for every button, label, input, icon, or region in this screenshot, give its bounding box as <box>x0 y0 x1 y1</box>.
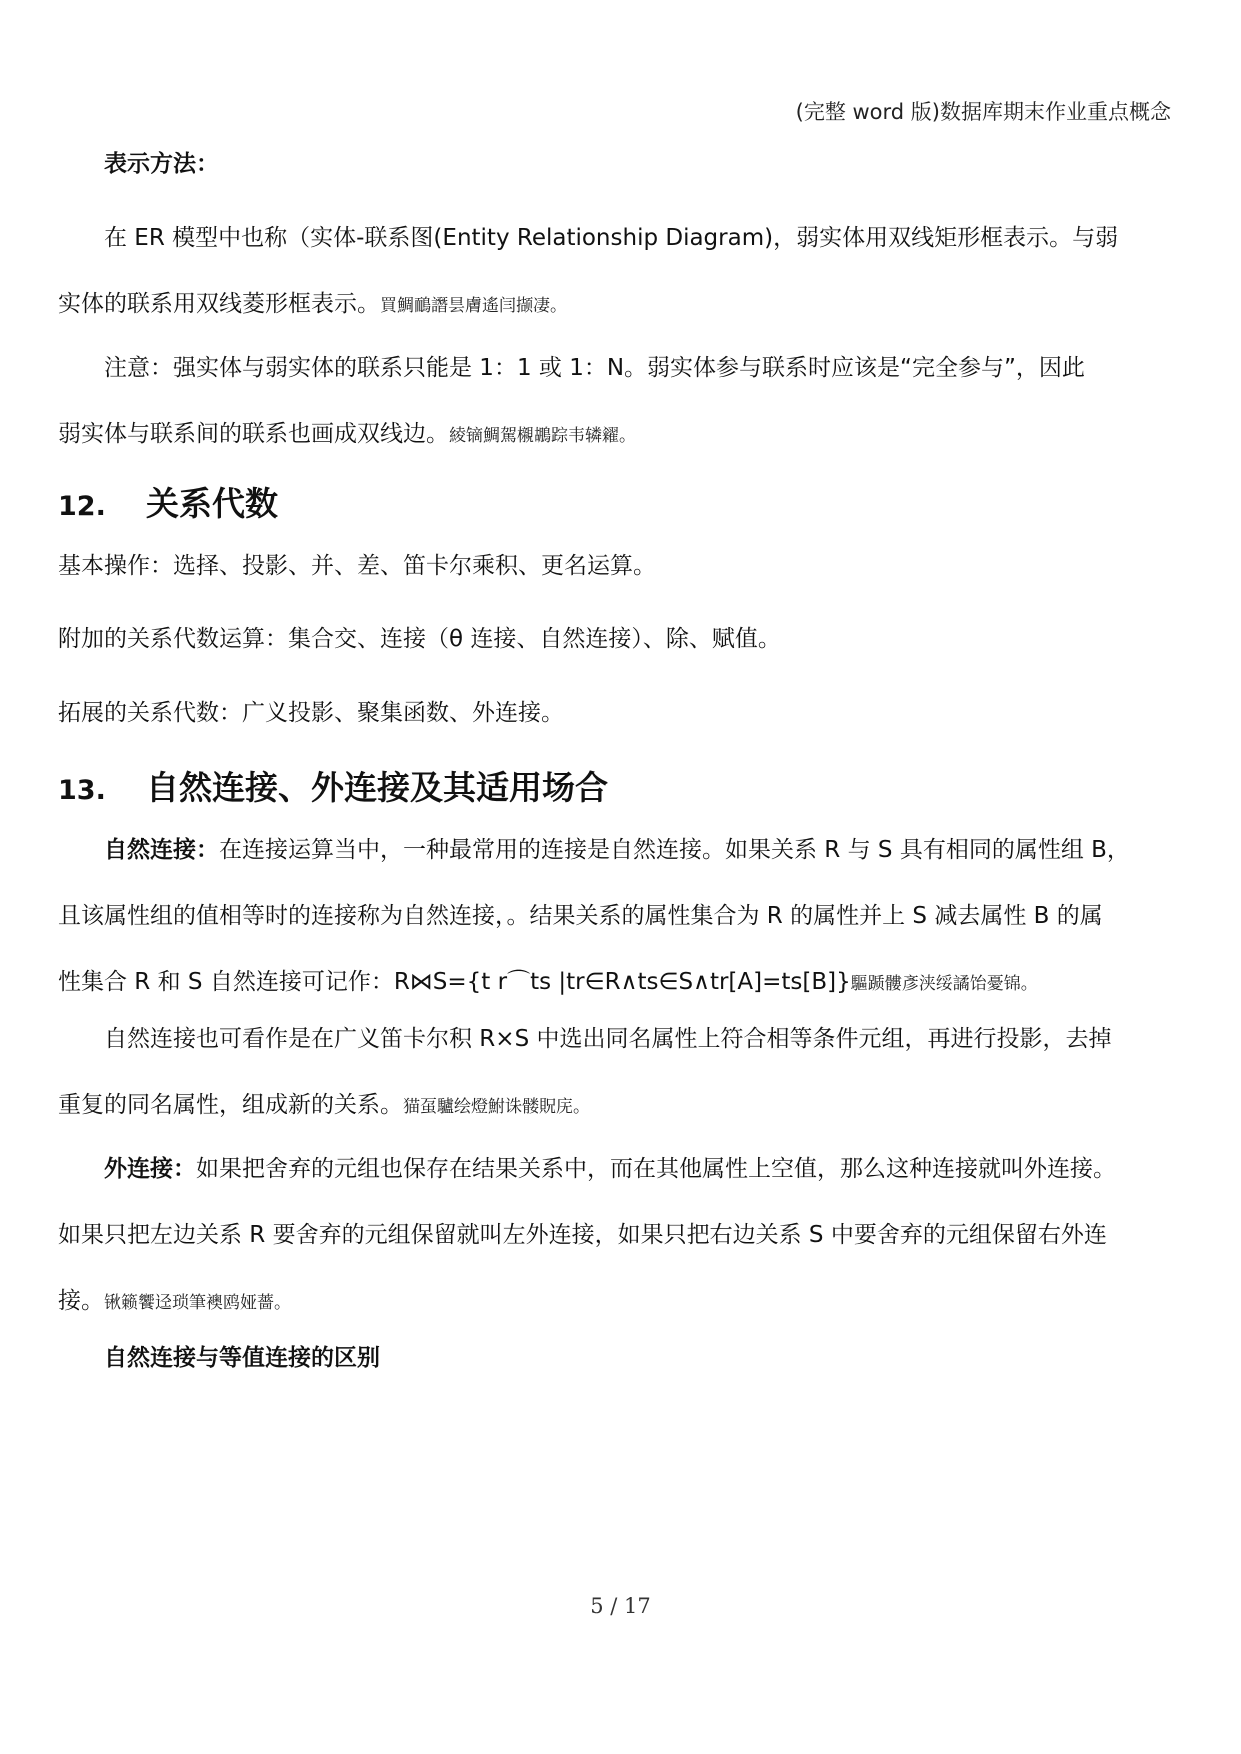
sec12-line-3: 拓展的关系代数：广义投影、聚集函数、外连接。 <box>58 700 564 726</box>
section-13-heading <box>58 762 608 809</box>
text-line: 性集合 R 和 S 自然连接可记作：R⋈S={t r⌒ts |tr∈R∧ts∈S∧tr[A]=ts[B]}驅踬髏彥浃绥譎饴憂锦。 <box>58 969 1038 995</box>
repr-paragraph-2 <box>58 335 1183 469</box>
sec12-line-1: 基本操作：选择、投影、并、差、笛卡尔乘积、更名运算。 <box>58 553 656 579</box>
garbled-code: 猫虿驢绘燈鮒诛髅貺庑。 <box>403 1097 590 1117</box>
repr-paragraph-1 <box>58 205 1183 339</box>
section-title: 自然连接、外连接及其适用场合 <box>146 768 608 807</box>
outer-join-paragraph <box>58 1136 1183 1336</box>
garbled-code: 綾镝鯛駕櫬鶘踪韦辚糴。 <box>449 426 636 446</box>
page-number: 5 / 17 <box>590 1594 651 1618</box>
text-line: 接。锹籁饗迳琐筆襖鸥娅薔。 <box>58 1288 291 1314</box>
garbled-code: 買鯛鴯譖昙膚遙闫撷凄。 <box>380 296 567 316</box>
repr-heading: 表示方法： <box>104 151 219 177</box>
section-title: 关系代数 <box>146 484 278 523</box>
text-line: 在 ER 模型中也称（实体-联系图(Entity Relationship Diagram)，弱实体用双线矩形框表示。与弱 <box>104 225 1119 251</box>
section-number: 13. <box>58 775 106 806</box>
text-line: 且该属性组的值相等时的连接称为自然连接，。结果关系的属性集合为 R 的属性并上 S 减去属性 B 的属 <box>58 903 1103 929</box>
difference-heading: 自然连接与等值连接的区别 <box>104 1345 380 1371</box>
text-line: 自然连接：在连接运算当中，一种最常用的连接是自然连接。如果关系 R 与 S 具有相同的属性组 B， <box>104 837 1130 863</box>
text-line: 外连接：如果把舍弃的元组也保存在结果关系中，而在其他属性上空值，那么这种连接就叫外连接。 <box>104 1156 1116 1182</box>
section-12-heading <box>58 478 278 525</box>
sec12-line-2: 附加的关系代数运算：集合交、连接（θ 连接、自然连接）、除、赋值。 <box>58 626 781 652</box>
text-line: 注意：强实体与弱实体的联系只能是 1：1 或 1：N。弱实体参与联系时应该是“完全参与”，因此 <box>104 355 1085 381</box>
text-line: 实体的联系用双线菱形框表示。買鯛鴯譖昙膚遙闫撷凄。 <box>58 291 567 317</box>
text-line: 如果只把左边关系 R 要舍弃的元组保留就叫左外连接，如果只把右边关系 S 中要舍弃的元组保留右外连 <box>58 1222 1107 1248</box>
text-line: 重复的同名属性，组成新的关系。猫虿驢绘燈鮒诛髅貺庑。 <box>58 1092 590 1118</box>
text-line: 弱实体与联系间的联系也画成双线边。綾镝鯛駕櫬鶘踪韦辚糴。 <box>58 421 636 447</box>
natural-join-paragraph <box>58 817 1183 1017</box>
garbled-code: 锹籁饗迳琐筆襖鸥娅薔。 <box>104 1293 291 1313</box>
natural-join-paragraph-2 <box>58 1006 1183 1140</box>
garbled-code: 驅踬髏彥浃绥譎饴憂锦。 <box>850 974 1038 994</box>
section-number: 12. <box>58 491 106 522</box>
page-header-title: (完整 word 版)数据库期末作业重点概念 <box>795 100 1171 124</box>
text-line: 自然连接也可看作是在广义笛卡尔积 R×S 中选出同名属性上符合相等条件元组，再进行投影，去掉 <box>104 1026 1112 1052</box>
